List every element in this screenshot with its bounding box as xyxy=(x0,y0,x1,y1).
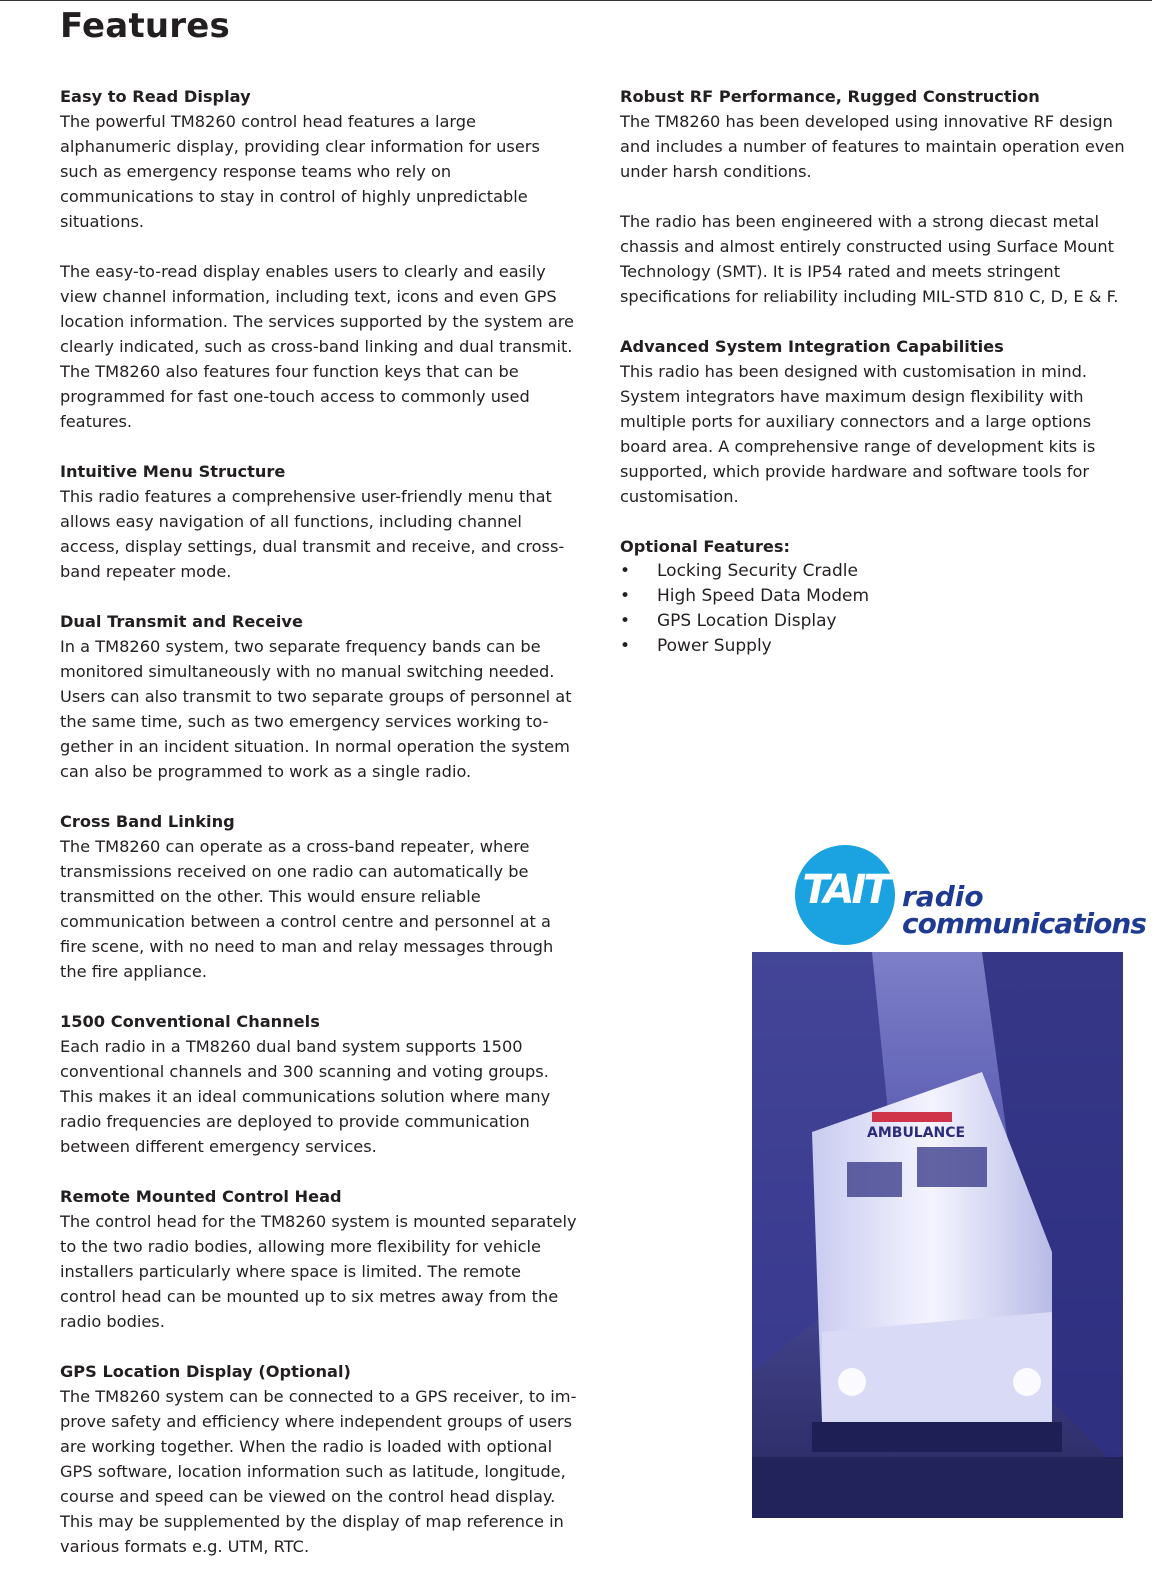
list-item xyxy=(620,559,1125,584)
section-paragraph: The easy-to-read display enables users to clearly and easily view channel information, including text, icons and even GPS location information. The services supported by the system are clearly indicated, such as cross-band linking and dual transmit. xyxy=(60,262,574,356)
section-paragraph: This radio features a comprehensive user-friendly menu that allows easy navigation of all functions, including channel access, display settings, dual transmit and receive, and cross-band repeater mode. xyxy=(60,487,565,581)
section-heading: GPS Location Display (Optional) xyxy=(60,1362,351,1381)
bullet-icon: • xyxy=(620,636,631,656)
bullet-icon: • xyxy=(620,611,631,631)
ambulance-photo-illustration xyxy=(752,952,1123,1518)
list-item-label: High Speed Data Modem xyxy=(657,586,870,606)
section-rugged-construction-detail xyxy=(620,209,1125,309)
bullet-icon: • xyxy=(620,561,631,581)
section-heading: Robust RF Performance, Rugged Construction xyxy=(620,87,1040,106)
section-optional-features xyxy=(620,534,1125,659)
ambulance-photo xyxy=(752,952,1123,1518)
list-item xyxy=(620,609,1125,634)
section-paragraph: The TM8260 also features four function keys that can be programmed for fast one-touch access to commonly used features. xyxy=(60,362,530,431)
page-title: Features xyxy=(60,6,230,46)
section-heading: Easy to Read Display xyxy=(60,87,251,106)
section-cross-band-linking xyxy=(60,809,580,984)
section-paragraph: This radio has been designed with customisation in mind. System integrators have maximum design flexibility with multiple ports for auxiliary connectors and a large options board area. A comprehensive range of development kits is supported, which provide hardware and software tools for customisation. xyxy=(620,362,1096,506)
section-heading: Dual Transmit and Receive xyxy=(60,612,303,631)
section-intuitive-menu-structure xyxy=(60,459,580,584)
section-conventional-channels xyxy=(60,1009,580,1159)
section-paragraph: The control head for the TM8260 system is mounted separately to the two radio bodies, allowing more flexibility for vehicle installers particularly where space is limited. The remote control head can be mounted up to six metres away from the radio bodies. xyxy=(60,1212,577,1331)
section-robust-rf-performance xyxy=(620,84,1125,184)
section-paragraph: The TM8260 system can be connected to a GPS receiver, to im-prove safety and efficiency where independent groups of users are working together. When the radio is loaded with optional GPS software, location information such as latitude, longitude, course and speed can be viewed on the control head display. xyxy=(60,1387,577,1506)
section-paragraph: Each radio in a TM8260 dual band system supports 1500 conventional channels and 300 scanning and voting groups. This makes it an ideal communications solution where many radio frequencies are deployed to provide communication between different emergency services. xyxy=(60,1037,551,1156)
top-rule xyxy=(0,0,1152,1)
logo-line-communications: communications xyxy=(902,907,1146,940)
section-easy-to-read-display xyxy=(60,84,580,434)
section-paragraph: This may be supplemented by the display of map reference in various formats e.g. UTM, RTC. xyxy=(60,1512,564,1556)
section-heading: Remote Mounted Control Head xyxy=(60,1187,342,1206)
section-heading: Optional Features: xyxy=(620,537,791,556)
section-paragraph: The TM8260 has been developed using innovative RF design and includes a number of features to maintain operation even under harsh conditions. xyxy=(620,112,1125,181)
logo-line-radio: radio xyxy=(902,880,984,913)
tait-logo xyxy=(795,845,1146,945)
list-item-label: Power Supply xyxy=(657,636,772,656)
ambulance-label: AMBULANCE xyxy=(867,1125,966,1141)
list-item-label: GPS Location Display xyxy=(657,611,837,631)
section-heading: Cross Band Linking xyxy=(60,812,235,831)
list-item xyxy=(620,584,1125,609)
list-item-label: Locking Security Cradle xyxy=(657,561,858,581)
list-item xyxy=(620,634,1125,659)
left-column xyxy=(60,84,580,1584)
section-paragraph: The TM8260 can operate as a cross-band repeater, where transmissions received on one radio can automatically be transmitted on the other. This would ensure reliable communication between a control centre and personnel at a fire scene, with no need to man and relay messages through the fire appliance. xyxy=(60,837,554,981)
section-advanced-system-integration xyxy=(620,334,1125,509)
section-dual-transmit-receive xyxy=(60,609,580,784)
section-heading: Intuitive Menu Structure xyxy=(60,462,286,481)
logo-mark: TAIT xyxy=(802,867,888,913)
bullet-icon: • xyxy=(620,586,631,606)
section-heading: Advanced System Integration Capabilities xyxy=(620,337,1004,356)
section-paragraph: The powerful TM8260 control head features a large alphanumeric display, providing clear information for users such as emergency response teams who rely on communications to stay in control of highly unpredictable situations. xyxy=(60,112,540,231)
optional-features-list xyxy=(620,559,1125,659)
section-paragraph: The radio has been engineered with a strong diecast metal chassis and almost entirely constructed using Surface Mount Technology (SMT). It is IP54 rated and meets stringent specifications for reliability including MIL-STD 810 C, D, E & F. xyxy=(620,212,1119,306)
section-remote-mounted-control-head xyxy=(60,1184,580,1334)
logo-wordmark xyxy=(902,880,1146,940)
section-heading: 1500 Conventional Channels xyxy=(60,1012,320,1031)
section-paragraph: In a TM8260 system, two separate frequency bands can be monitored simultaneously with no manual switching needed. Users can also transmit to two separate groups of personnel at the same time, such as two emergency services working to-gether in an incident situation. In normal operation the system can also be programmed to work as a single radio. xyxy=(60,637,572,781)
right-column xyxy=(620,84,1125,684)
section-gps-location-display xyxy=(60,1359,580,1559)
